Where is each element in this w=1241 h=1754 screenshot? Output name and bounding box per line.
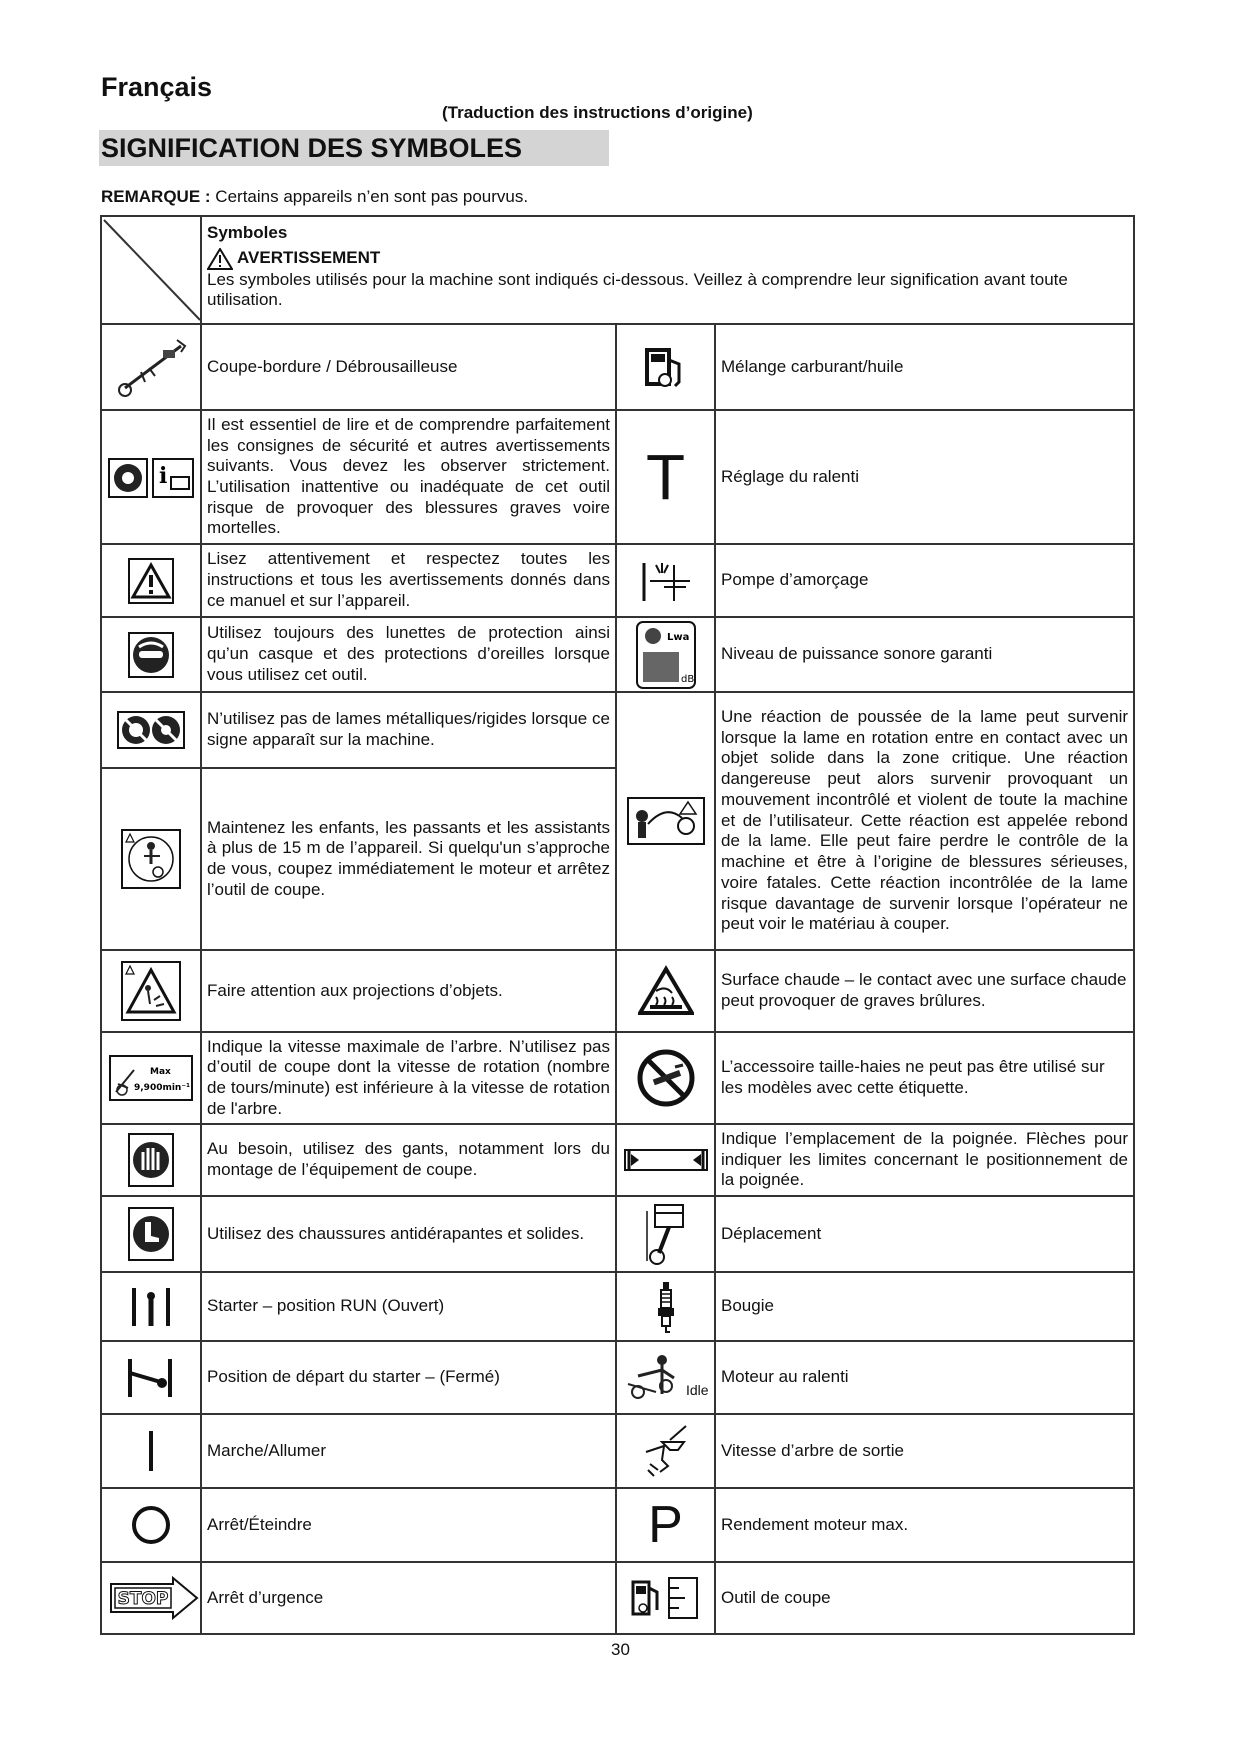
- warning-label: AVERTISSEMENT: [237, 248, 381, 268]
- table-row: [101, 1032, 1134, 1124]
- warning-triangle-icon: [101, 544, 201, 617]
- symbol-text: Il est essentiel de lire et de comprendre parfaitement les consignes de sécurité et autres avertissements suivants. Vous devez les observer strictement. L’utilisation inattentive ou inadéquate de cet outil risque de provoquer des blessures graves voire mortelles.: [201, 410, 616, 544]
- spark-plug-icon: [616, 1272, 715, 1341]
- idle-label: Idle: [686, 1381, 709, 1398]
- symbols-table: [100, 215, 1135, 1635]
- table-header-row: [101, 216, 1134, 324]
- emergency-stop-icon: [101, 1562, 201, 1634]
- table-row: [101, 1341, 1134, 1414]
- symbol-text: Lisez attentivement et respectez toutes les instructions et tous les avertissements donnés dans ce manuel et sur l’appareil.: [201, 544, 616, 617]
- idle-t-label: T: [645, 441, 686, 513]
- table-row: [101, 1414, 1134, 1488]
- symbol-text: Outil de coupe: [715, 1562, 1134, 1634]
- symbol-text: Position de départ du starter – (Fermé): [201, 1341, 616, 1414]
- keep-distance-icon: [101, 768, 201, 950]
- no-hedge-trimmer-icon: [616, 1032, 715, 1124]
- boots-icon: [101, 1196, 201, 1272]
- symbol-text: Faire attention aux projections d’objets.: [201, 950, 616, 1032]
- symbol-text: Pompe d’amorçage: [715, 544, 1134, 617]
- table-row: [101, 1488, 1134, 1562]
- idle-adjust-icon: [616, 410, 715, 544]
- page-number: 30: [611, 1640, 630, 1659]
- helmet-goggles-icon: [101, 617, 201, 692]
- sound-lwa-label: Lwa: [666, 631, 689, 643]
- flying-objects-icon: [101, 950, 201, 1032]
- header-title: Symboles: [207, 223, 288, 242]
- symbol-text: Coupe-bordure / Débrousailleuse: [201, 324, 616, 410]
- symbol-text: Arrêt/Éteindre: [201, 1488, 616, 1562]
- hot-surface-icon: [616, 950, 715, 1032]
- header-cell: [201, 216, 1134, 324]
- symbol-text: Vitesse d’arbre de sortie: [715, 1414, 1134, 1488]
- table-row: [101, 544, 1134, 617]
- displacement-icon: [616, 1196, 715, 1272]
- warning-line: [207, 248, 1128, 270]
- symbol-text: N’utilisez pas de lames métalliques/rigides lorsque ce signe apparaît sur la machine.: [201, 692, 616, 768]
- primer-pump-icon: [616, 544, 715, 617]
- handle-position-icon: [616, 1124, 715, 1196]
- sound-power-icon: [616, 617, 715, 692]
- symbol-text: Niveau de puissance sonore garanti: [715, 617, 1134, 692]
- header-intro: Les symboles utilisés pour la machine sont indiqués ci-dessous. Veillez à comprendre leur signification avant toute utilisation.: [207, 269, 1068, 310]
- warning-triangle-small-icon: [207, 248, 233, 270]
- symbol-text: L’accessoire taille-haies ne peut pas être utilisé sur les modèles avec cette étiquette.: [715, 1032, 1134, 1124]
- no-metal-blades-icon: [101, 692, 201, 768]
- symbol-text: Au besoin, utilisez des gants, notamment lors du montage de l’équipement de coupe.: [201, 1124, 616, 1196]
- on-icon: [101, 1414, 201, 1488]
- remark-label: REMARQUE :: [101, 187, 211, 206]
- symbol-text: Starter – position RUN (Ouvert): [201, 1272, 616, 1341]
- symbol-text: Maintenez les enfants, les passants et les assistants à plus de 15 m de l’appareil. Si quelqu'un s’approche de vous, coupez immédiatement le moteur et arrêtez l’outil de coupe.: [201, 768, 616, 950]
- output-shaft-speed-icon: [616, 1414, 715, 1488]
- engine-idle-icon: [616, 1341, 715, 1414]
- symbol-text: Réglage du ralenti: [715, 410, 1134, 544]
- svg-text:i: i: [159, 463, 168, 489]
- table-row: [101, 1272, 1134, 1341]
- table-row: [101, 692, 1134, 768]
- cutting-tool-icon: [616, 1562, 715, 1634]
- table-row: [101, 617, 1134, 692]
- remark-text: Certains appareils n’en sont pas pourvus.: [215, 187, 529, 206]
- symbol-text: Mélange carburant/huile: [715, 324, 1134, 410]
- trimmer-icon: [101, 324, 201, 410]
- symbol-text: Indique l’emplacement de la poignée. Flèches pour indiquer les limites concernant le positionnement de la poignée.: [715, 1124, 1134, 1196]
- symbol-text: Rendement moteur max.: [715, 1488, 1134, 1562]
- off-icon: [101, 1488, 201, 1562]
- choke-run-icon: [101, 1272, 201, 1341]
- table-row: [101, 324, 1134, 410]
- max-value: 9,900min⁻¹: [134, 1083, 191, 1093]
- symbol-text: Bougie: [715, 1272, 1134, 1341]
- max-power-icon: [616, 1488, 715, 1562]
- max-speed-icon: [101, 1032, 201, 1124]
- section-banner: SIGNIFICATION DES SYMBOLES: [99, 130, 609, 166]
- max-power-p-label: P: [648, 1496, 683, 1554]
- blade-thrust-icon: [616, 692, 715, 950]
- choke-closed-icon: [101, 1341, 201, 1414]
- table-row: [101, 1196, 1134, 1272]
- symbol-text: Surface chaude – le contact avec une surface chaude peut provoquer de graves brûlures.: [715, 950, 1134, 1032]
- gloves-icon: [101, 1124, 201, 1196]
- table-row: [101, 950, 1134, 1032]
- table-row: [101, 1124, 1134, 1196]
- fuel-oil-mix-icon: [616, 324, 715, 410]
- sound-db-label: dB: [680, 673, 694, 685]
- symbol-text: Une réaction de poussée de la lame peut survenir lorsque la lame en rotation entre en contact avec un objet solide dans la zone critique. Une réaction dangereuse peut alors survenir provoquant un mouvement incontrôlé et violent de toute la machine et de l’utilisateur. Cette réaction est appelée rebond de la lame. Elle peut faire perdre le contrôle de la machine et être à l’origine de blessures sérieuses, voire fatales. Cette réaction incontrôlée de la lame risque davantage de survenir lorsque l’opérateur ne peut voir le matériau à couper.: [715, 692, 1134, 950]
- read-manual-icon: [101, 410, 201, 544]
- language-heading: Français: [101, 72, 213, 102]
- table-row: [101, 410, 1134, 544]
- symbol-text: Arrêt d’urgence: [201, 1562, 616, 1634]
- symbol-text: Utilisez des chaussures antidérapantes et solides.: [201, 1196, 616, 1272]
- remark: [101, 187, 528, 207]
- stop-label: STOP: [117, 1589, 169, 1609]
- symbol-text: Déplacement: [715, 1196, 1134, 1272]
- symbol-text: Moteur au ralenti: [715, 1341, 1134, 1414]
- symbol-text: Utilisez toujours des lunettes de protection ainsi qu’un casque et des protections d’oreilles lorsque vous utilisez cet outil.: [201, 617, 616, 692]
- symbol-text: Indique la vitesse maximale de l’arbre. N’utilisez pas d’outil de coupe dont la vitesse de rotation (nombre de tours/minute) est inférieure à la vitesse de rotation de l'arbre.: [201, 1032, 616, 1124]
- symbol-text: Marche/Allumer: [201, 1414, 616, 1488]
- header-diagonal-cell: [101, 216, 201, 324]
- translation-note: (Traduction des instructions d’origine): [442, 103, 753, 122]
- table-row: [101, 1562, 1134, 1634]
- max-label: Max: [150, 1067, 171, 1077]
